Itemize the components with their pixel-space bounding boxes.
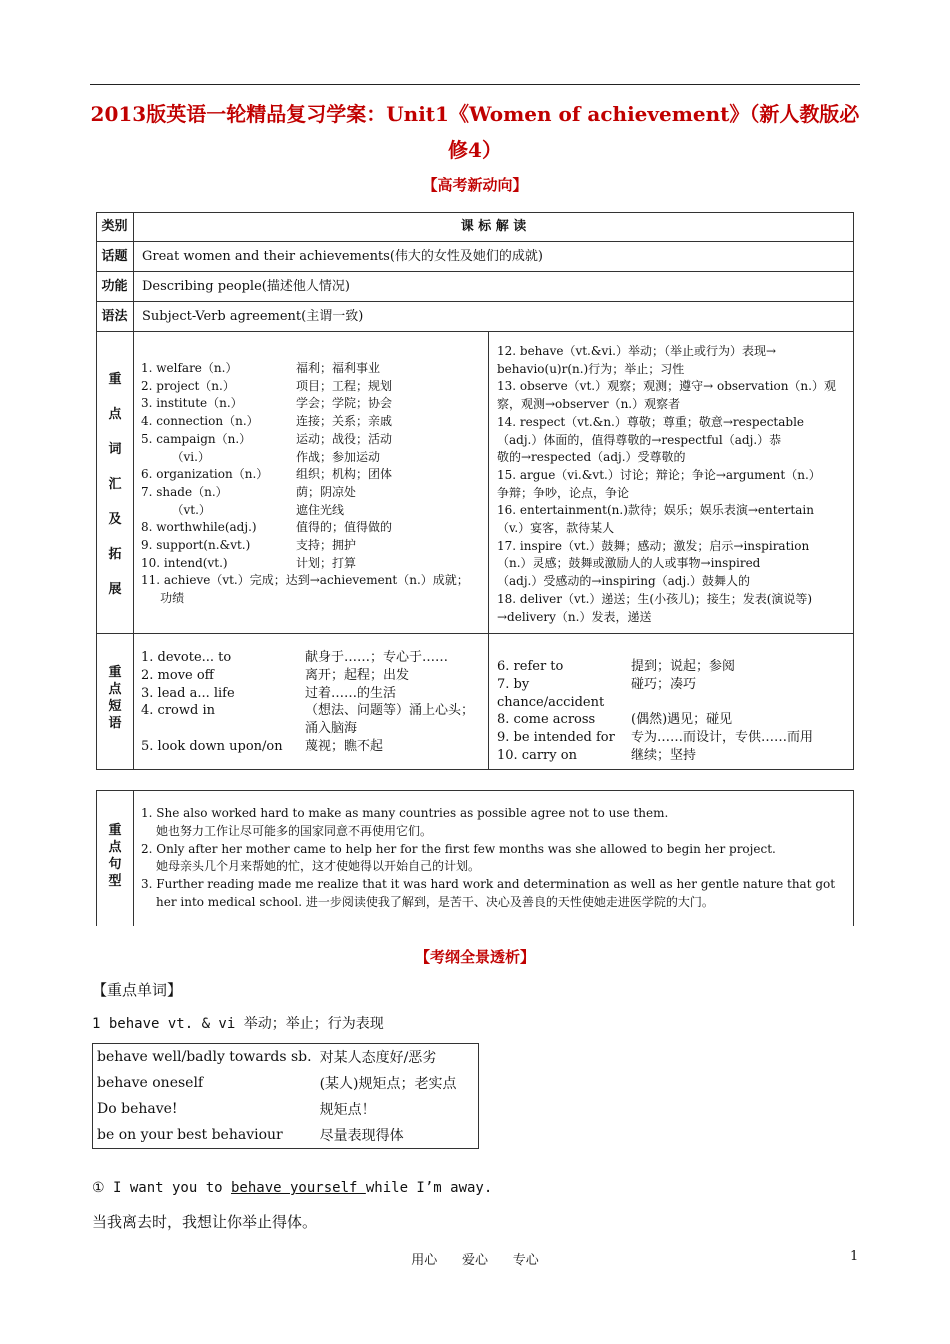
vocab-left-list: 1. welfare（n.） 福利；福利事业 2. project（n.） 项目；工程；规划 3. institute（n.） 学会；学院；协会 4. connection（n.） 连接；关系；亲戚 5. campaign（n.） 运动；战役；活动 （vi.） 作战；参加运动 6. organization（n.） 组织；机构；团体 7. shade（n.） 荫；阴凉处 （vt.） 遮住光线 8. worthwhile(adj.) 值得的；值得做的 9. support(n.&vt.) 支持；拥护 10. intend(vt.) 计划；打算 11. achieve（vt.）完成；达到→achievement（n.）成就； 功绩 — [141, 361, 469, 606]
word-entry-behave: 1 behave vt. & vi 举动；举止；行为表现 — [92, 1016, 384, 1032]
phrases-left-list: 1. devote... to 献身于……；专心于…… 2. move off 离开；起程；出发 3. lead a... life 过着……的生活 4. crowd in （想法、问题等）涌上心头； 涌入脑海 5. look down upon/on 蔑视；瞧不起 — [141, 650, 475, 754]
topic-text: Great women and their achievements(伟大的女性及她们的成就) — [142, 249, 543, 264]
example-sentence: ① I want you to behave yourself while I’m away. — [92, 1180, 493, 1196]
section-heading-new-trends: 【高考新动向】 — [422, 176, 528, 194]
usage-row: be on your best behaviour 尽量表现得体 — [97, 1127, 404, 1144]
page-number: 1 — [850, 1249, 859, 1264]
key-sentences: 1. She also worked hard to make as many countries as possible agree not to use them. 她也努力工作让尽可能多的国家同意不再使用它们。 2. Only after her mother came to help her for the first few months was she allowed to begin her project. 她母亲头几个月来帮她的忙，这才使她得以开始自己的计划。 3. Further reading made me realize that it was hard work and determination as well as her gentle nature that got her into medical school. 进一步阅读使我了解到，是苦干、决心及善良的天性使她走进医学院的大门。 — [141, 806, 836, 909]
phrases-right-list: 6. refer to 提到；说起；参阅 7. by chance/accident 碰巧；凑巧 8. come across (偶然)遇见；碰见 9. be intended for 专为……而设计，专供……而用 10. carry on 继续；坚持 — [497, 659, 814, 763]
phrases-label: 重 点 短 语 — [108, 665, 122, 731]
vocab-right-list: 12. behave（vt.&vi.）举动；（举止或行为）表现→ behavio(u)r(n.)行为；举止；习性 13. observe（vt.）观察；观测；遵守→ observation（n.）观 察，观测→observer（n.）观察者 14. respect（vt.&n.）尊敬；尊重；敬意→respectable （adj.）体面的，值得尊敬的→respectful（adj.）恭 敬的→respected（adj.）受尊敬的 15. argue（vi.&vt.）讨论；辩论；争论→argument（n.） 争辩；争吵，论点，争论 16. entertainment(n.)款待；娱乐；娱乐表演→entertain （v.）宴客，款待某人 17. inspire（vt.）鼓舞；感动；激发；启示→inspiration （n.）灵感；鼓舞或激励人的人或事物→inspired （adj.）受感动的→inspiring（adj.）鼓舞人的 18. deliver（vt.）递送；生(小孩儿)；接生；发表(演说等) →delivery（n.）发表，递送 — [497, 344, 836, 624]
sentences-label: 重 点 句 型 — [108, 823, 122, 889]
function-label: 功能 — [101, 279, 128, 294]
header-rule — [90, 84, 860, 85]
usage-row: behave oneself (某人)规矩点；老实点 — [97, 1075, 457, 1092]
grammar-label: 语法 — [101, 309, 128, 324]
section-heading-overview: 【考纲全景透析】 — [414, 948, 535, 966]
function-text: Describing people(描述他人情况) — [142, 279, 350, 294]
table-col-divider — [133, 212, 134, 634]
topic-label: 话题 — [101, 249, 128, 264]
usage-row: Do behave! 规矩点！ — [97, 1101, 376, 1118]
footer-motto: 用心 爱心 专心 — [411, 1253, 539, 1268]
vocab-label: 重 点 词 汇 及 拓 展 — [108, 372, 122, 597]
page-title: 2013版英语一轮精品复习学案：Unit1《Women of achievement》（新人教版必修4） — [90, 102, 860, 162]
header-category: 类别 — [101, 219, 128, 234]
subheading-key-words: 【重点单词】 — [92, 981, 183, 999]
usage-table — [92, 1043, 479, 1149]
header-reading: 课 标 解 读 — [460, 219, 527, 234]
usage-row: behave well/badly towards sb. 对某人态度好/恶劣 — [97, 1049, 437, 1066]
example-translation: 当我离去时，我想让你举止得体。 — [92, 1213, 318, 1231]
grammar-text: Subject-Verb agreement(主谓一致) — [142, 309, 364, 324]
